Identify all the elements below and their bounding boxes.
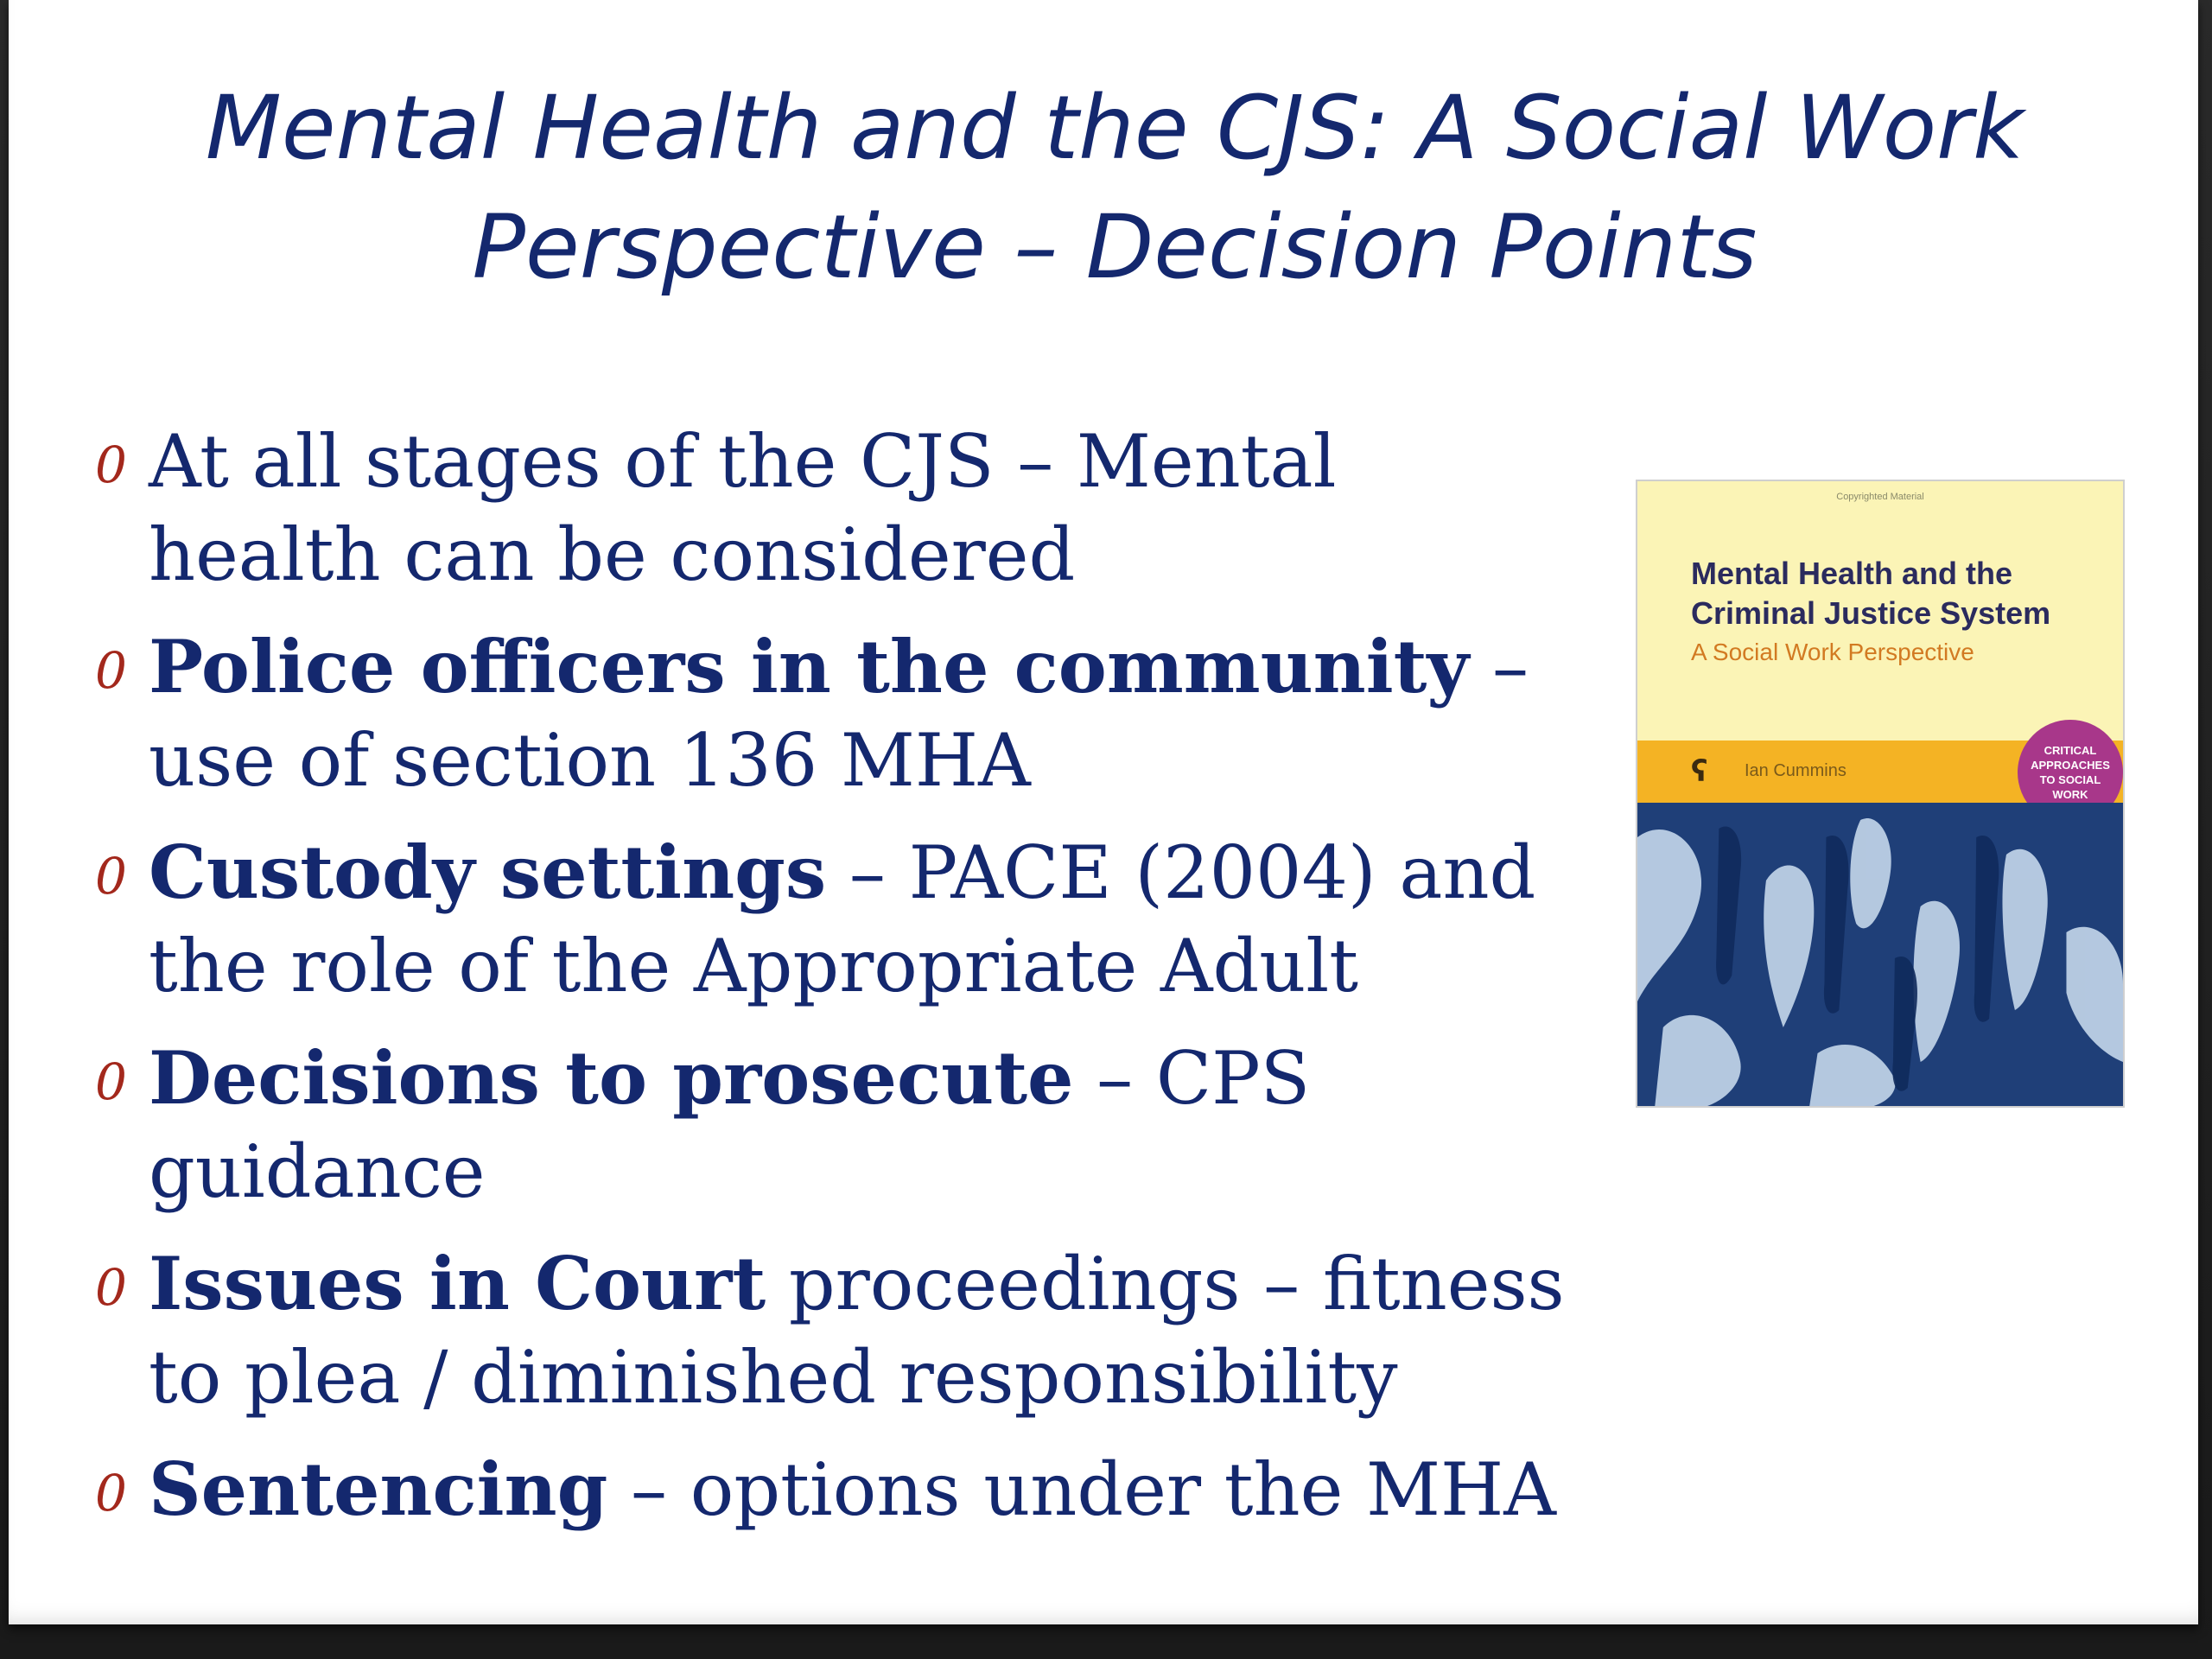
bullet-text: proceedings – fitness to plea / diminished responsibility [149,1242,1565,1420]
bullet-item [86,1237,1573,1424]
bullet-text: At all stages of the CJS – Mental health can be considered [149,419,1337,597]
cover-author: Ian Cummins [1745,761,1847,780]
bullet-strong-text: Sentencing [149,1446,608,1532]
bullet-marker: 0 [95,1258,127,1317]
bullet-text: – PACE (2004) and the role of the Appropriate Adult [149,830,1536,1008]
bullet-marker: 0 [95,1464,127,1522]
bullet-marker: 0 [95,641,127,700]
bullet-text: – CPS guidance [149,1036,1311,1214]
bullet-item [86,620,1573,807]
bullet-marker: 0 [95,847,127,906]
slide-title [138,69,2091,308]
bullet-strong-text: Custody settings [149,830,827,915]
slide-title-line-2: Perspective – Decision Points [472,196,1758,299]
cover-photo-shadows [1637,803,2123,1108]
bullet-marker: 0 [95,435,127,494]
cover-title: Mental Health and the Criminal Justice System [1691,556,2051,631]
bullet-item [86,415,1573,601]
bullet-strong-text: Issues in Court [149,1241,766,1326]
bullet-item [86,1443,1573,1536]
bullet-item [86,1032,1573,1218]
bullet-strong-text: Police officers in the community [149,624,1470,709]
bullet-marker: 0 [95,1052,127,1111]
book-cover-image [1636,480,2125,1108]
cover-subtitle: A Social Work Perspective [1691,639,1974,665]
bullet-text: – use of section 136 MHA [149,625,1529,803]
shadow-figures-illustration [1637,803,2123,1108]
slide-title-line-1: Mental Health and the CJS: A Social Work [205,77,2024,180]
swirl-logo-icon: ʕ [1691,754,1708,789]
cover-copyright-notice: Copyrighted Material [1836,492,1924,502]
bullet-strong-text: Decisions to prosecute [149,1035,1074,1121]
presentation-slide [9,0,2198,1624]
series-badge: CRITICAL APPROACHES TO SOCIAL WORK [2018,720,2123,825]
bullet-text: – options under the MHA [607,1447,1556,1532]
bullet-item [86,826,1573,1013]
bullet-list [86,415,1573,1555]
